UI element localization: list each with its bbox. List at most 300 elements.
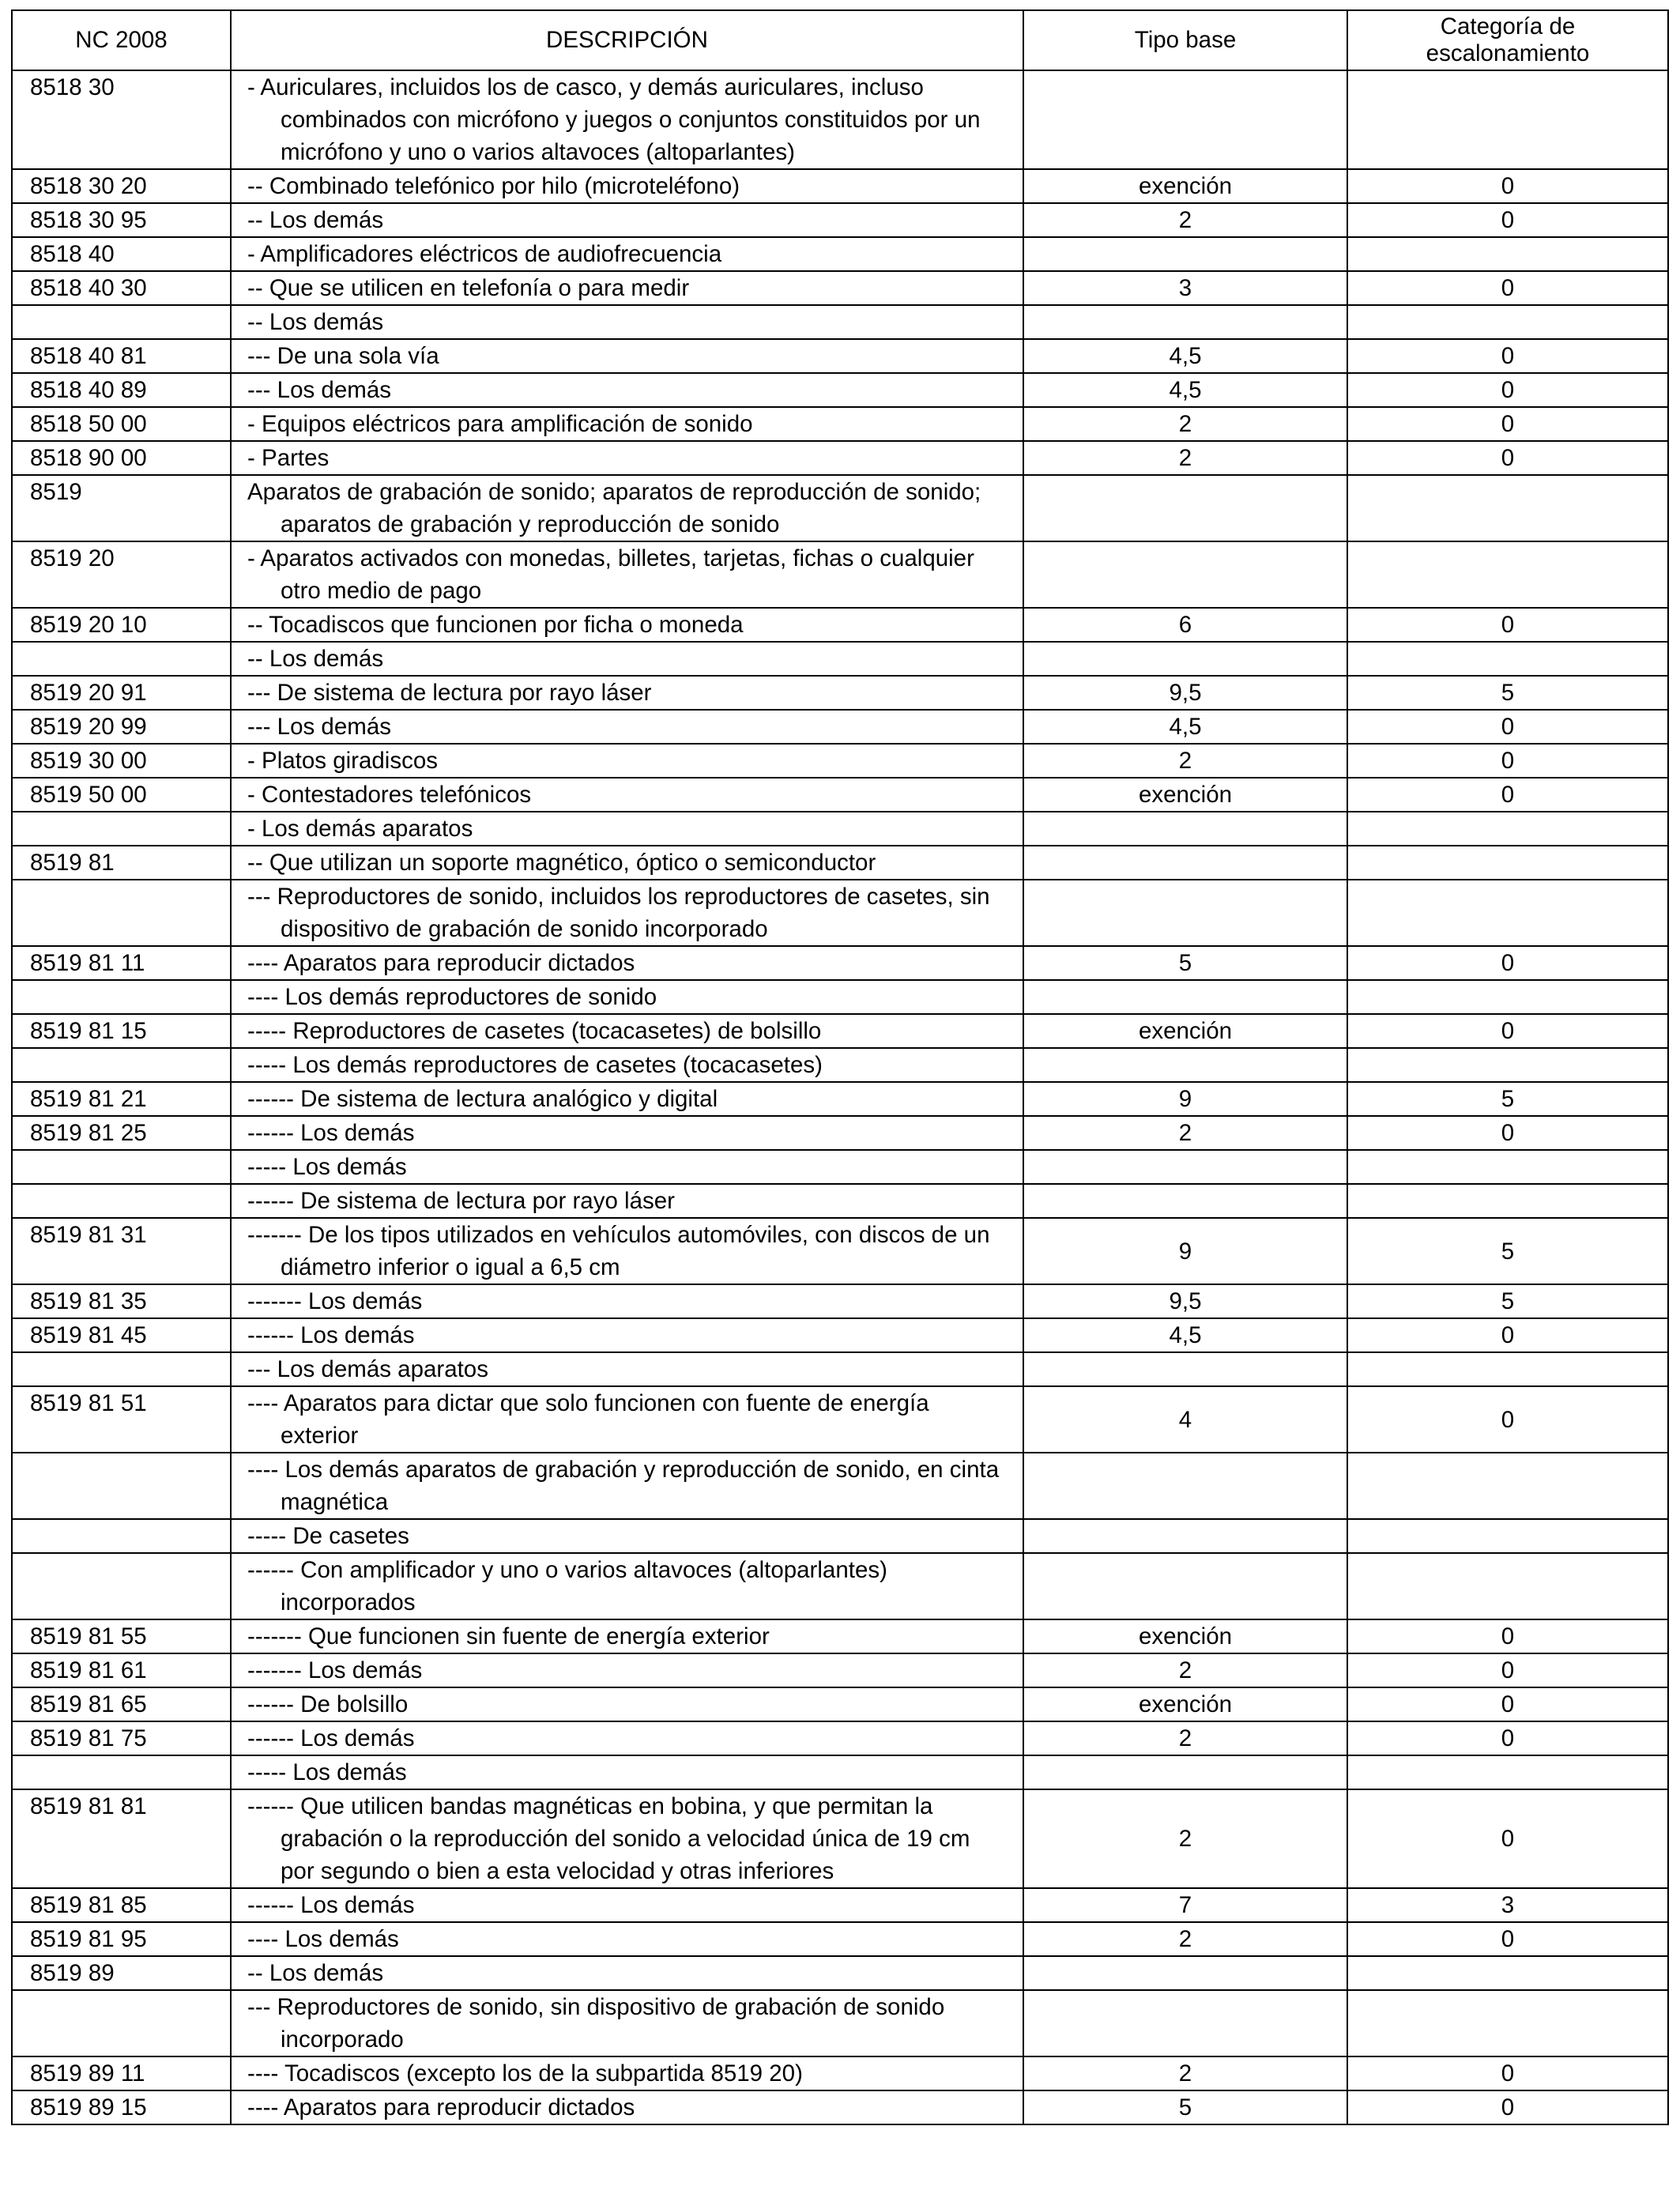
code-cell-text: 8519 20 10 bbox=[30, 612, 147, 638]
code-cell bbox=[12, 1721, 231, 1755]
code-cell-text: 8519 81 25 bbox=[30, 1120, 147, 1146]
base-rate-cell-text: 9,5 bbox=[1169, 1288, 1202, 1314]
description-cell-text: ---- Tocadiscos (excepto los de la subpartida 8519 20) bbox=[247, 2060, 803, 2087]
code-cell bbox=[12, 812, 231, 846]
category-cell bbox=[1347, 1553, 1668, 1619]
code-cell bbox=[12, 373, 231, 407]
table-row bbox=[12, 1453, 1668, 1519]
table-row bbox=[12, 1687, 1668, 1721]
category-cell-text: 5 bbox=[1501, 1288, 1515, 1314]
base-rate-cell-text: 2 bbox=[1178, 1725, 1192, 1751]
category-cell bbox=[1347, 271, 1668, 305]
category-cell bbox=[1347, 1755, 1668, 1789]
description-cell bbox=[231, 1453, 1023, 1519]
table-row bbox=[12, 946, 1668, 980]
table-row bbox=[12, 1150, 1668, 1184]
base-rate-cell bbox=[1023, 1789, 1347, 1888]
table-row bbox=[12, 1990, 1668, 2056]
code-cell bbox=[12, 710, 231, 744]
code-cell-text: 8519 81 85 bbox=[30, 1892, 147, 1918]
code-cell-text: 8518 30 20 bbox=[30, 173, 147, 199]
description-cell-text: ------ Los demás bbox=[247, 1725, 415, 1751]
code-cell bbox=[12, 2090, 231, 2124]
table-row bbox=[12, 1048, 1668, 1082]
description-cell bbox=[231, 441, 1023, 475]
base-rate-cell bbox=[1023, 70, 1347, 169]
base-rate-cell bbox=[1023, 642, 1347, 676]
table-row bbox=[12, 1318, 1668, 1352]
base-rate-cell-text: 4 bbox=[1178, 1406, 1192, 1433]
description-cell-text: ------- Los demás bbox=[247, 1288, 423, 1314]
code-cell bbox=[12, 2056, 231, 2090]
code-cell-text: 8518 90 00 bbox=[30, 445, 147, 471]
base-rate-cell bbox=[1023, 237, 1347, 271]
base-rate-cell bbox=[1023, 1014, 1347, 1048]
category-cell-text: 0 bbox=[1501, 2094, 1515, 2120]
base-rate-cell-text: 9 bbox=[1178, 1238, 1192, 1265]
code-cell bbox=[12, 1116, 231, 1150]
table-row bbox=[12, 1352, 1668, 1386]
description-cell bbox=[231, 2090, 1023, 2124]
code-cell-text: 8518 40 89 bbox=[30, 377, 147, 403]
base-rate-cell bbox=[1023, 1956, 1347, 1990]
description-cell bbox=[231, 1218, 1023, 1284]
table-row bbox=[12, 880, 1668, 946]
description-cell-text: ------- De los tipos utilizados en vehículos automóviles, con discos de un diámetro inferior o igual a 6,5 cm bbox=[247, 1222, 990, 1280]
description-cell bbox=[231, 744, 1023, 778]
description-cell bbox=[231, 1150, 1023, 1184]
category-cell bbox=[1347, 1956, 1668, 1990]
table-row bbox=[12, 778, 1668, 812]
base-rate-cell bbox=[1023, 169, 1347, 203]
code-cell-text: 8519 81 11 bbox=[30, 950, 145, 976]
code-cell-text: 8518 40 81 bbox=[30, 343, 147, 369]
description-cell-text: --- Reproductores de sonido, incluidos los reproductores de casetes, sin dispositivo de grabación de sonido incorporado bbox=[247, 884, 990, 942]
code-cell bbox=[12, 271, 231, 305]
category-cell-text: 5 bbox=[1501, 1238, 1515, 1265]
table-row bbox=[12, 203, 1668, 237]
code-cell-text: 8519 81 45 bbox=[30, 1322, 147, 1348]
code-cell-text: 8519 81 bbox=[30, 850, 115, 876]
base-rate-cell bbox=[1023, 946, 1347, 980]
table-body bbox=[12, 70, 1668, 2124]
description-cell-text: Aparatos de grabación de sonido; aparatos de reproducción de sonido; aparatos de grabación y reproducción de sonido bbox=[247, 479, 981, 537]
category-cell bbox=[1347, 1014, 1668, 1048]
base-rate-cell bbox=[1023, 1386, 1347, 1453]
category-cell bbox=[1347, 70, 1668, 169]
code-cell bbox=[12, 1653, 231, 1687]
code-cell bbox=[12, 1553, 231, 1619]
table-row bbox=[12, 541, 1668, 608]
category-cell-text: 0 bbox=[1501, 950, 1515, 976]
category-cell bbox=[1347, 1386, 1668, 1453]
code-cell bbox=[12, 1284, 231, 1318]
category-cell-text: 0 bbox=[1501, 173, 1515, 199]
description-cell-text: -- Los demás bbox=[247, 646, 384, 672]
category-cell-text: 0 bbox=[1501, 411, 1515, 437]
base-rate-cell-text: 4,5 bbox=[1169, 377, 1202, 403]
code-cell bbox=[12, 1789, 231, 1888]
header-code: NC 2008 bbox=[12, 10, 231, 70]
base-rate-cell-text: exención bbox=[1138, 1018, 1233, 1044]
code-cell-text: 8518 30 bbox=[30, 74, 115, 100]
base-rate-cell-text: exención bbox=[1138, 1623, 1233, 1649]
description-cell-text: ---- Aparatos para reproducir dictados bbox=[247, 950, 635, 976]
code-cell bbox=[12, 1014, 231, 1048]
description-cell-text: -- Los demás bbox=[247, 309, 384, 335]
base-rate-cell bbox=[1023, 1048, 1347, 1082]
table-row bbox=[12, 2056, 1668, 2090]
code-cell bbox=[12, 1990, 231, 2056]
base-rate-cell bbox=[1023, 1755, 1347, 1789]
code-cell-text: 8518 30 95 bbox=[30, 207, 147, 233]
category-cell bbox=[1347, 1184, 1668, 1218]
category-cell bbox=[1347, 1721, 1668, 1755]
code-cell bbox=[12, 169, 231, 203]
description-cell bbox=[231, 2056, 1023, 2090]
base-rate-cell-text: 9 bbox=[1178, 1086, 1192, 1112]
description-cell bbox=[231, 1721, 1023, 1755]
code-cell bbox=[12, 1519, 231, 1553]
table-row bbox=[12, 980, 1668, 1014]
table-row bbox=[12, 1082, 1668, 1116]
description-cell bbox=[231, 1956, 1023, 1990]
table-row bbox=[12, 475, 1668, 541]
description-cell-text: -- Tocadiscos que funcionen por ficha o moneda bbox=[247, 612, 744, 638]
code-cell bbox=[12, 608, 231, 642]
description-cell-text: - Los demás aparatos bbox=[247, 816, 473, 842]
base-rate-cell bbox=[1023, 441, 1347, 475]
base-rate-cell bbox=[1023, 880, 1347, 946]
category-cell bbox=[1347, 1150, 1668, 1184]
code-cell-text: 8519 81 15 bbox=[30, 1018, 147, 1044]
base-rate-cell bbox=[1023, 1619, 1347, 1653]
code-cell bbox=[12, 946, 231, 980]
description-cell bbox=[231, 373, 1023, 407]
category-cell-text: 0 bbox=[1501, 2060, 1515, 2087]
description-cell bbox=[231, 541, 1023, 608]
category-cell-text: 0 bbox=[1501, 782, 1515, 808]
description-cell-text: ------ Los demás bbox=[247, 1892, 415, 1918]
code-cell-text: 8519 50 00 bbox=[30, 782, 147, 808]
description-cell bbox=[231, 676, 1023, 710]
category-cell bbox=[1347, 1990, 1668, 2056]
category-cell-text: 5 bbox=[1501, 680, 1515, 706]
category-cell bbox=[1347, 1453, 1668, 1519]
table-row bbox=[12, 1184, 1668, 1218]
code-cell-text: 8518 50 00 bbox=[30, 411, 147, 437]
description-cell bbox=[231, 812, 1023, 846]
code-cell-text: 8519 30 00 bbox=[30, 748, 147, 774]
description-cell-text: - Contestadores telefónicos bbox=[247, 782, 532, 808]
description-cell-text: ------ De bolsillo bbox=[247, 1691, 409, 1717]
code-cell bbox=[12, 1048, 231, 1082]
base-rate-cell-text: 2 bbox=[1178, 748, 1192, 774]
base-rate-cell-text: 2 bbox=[1178, 207, 1192, 233]
description-cell bbox=[231, 1048, 1023, 1082]
table-row bbox=[12, 710, 1668, 744]
code-cell bbox=[12, 642, 231, 676]
category-cell bbox=[1347, 1352, 1668, 1386]
description-cell-text: --- De sistema de lectura por rayo láser bbox=[247, 680, 652, 706]
description-cell-text: ----- Los demás bbox=[247, 1154, 407, 1180]
code-cell-text: 8519 81 81 bbox=[30, 1793, 147, 1819]
category-cell bbox=[1347, 778, 1668, 812]
description-cell-text: -- Que utilizan un soporte magnético, óptico o semiconductor bbox=[247, 850, 876, 876]
table-row bbox=[12, 1721, 1668, 1755]
description-cell-text: ------ Que utilicen bandas magnéticas en bobina, y que permitan la grabación o la reproducción del sonido a velocidad única de 19 cm por segundo o bien a esta velocidad y otras inferiores bbox=[247, 1793, 970, 1884]
description-cell bbox=[231, 846, 1023, 880]
table-row bbox=[12, 1755, 1668, 1789]
table-row bbox=[12, 1888, 1668, 1922]
description-cell bbox=[231, 1653, 1023, 1687]
header-staging-category: Categoría de escalonamiento bbox=[1347, 10, 1668, 70]
category-cell bbox=[1347, 2056, 1668, 2090]
base-rate-cell bbox=[1023, 541, 1347, 608]
base-rate-cell bbox=[1023, 1721, 1347, 1755]
table-row bbox=[12, 1386, 1668, 1453]
category-cell-text: 0 bbox=[1501, 445, 1515, 471]
description-cell bbox=[231, 339, 1023, 373]
table-row bbox=[12, 2090, 1668, 2124]
base-rate-cell bbox=[1023, 271, 1347, 305]
base-rate-cell bbox=[1023, 2090, 1347, 2124]
description-cell-text: ----- Los demás bbox=[247, 1759, 407, 1785]
code-cell bbox=[12, 1218, 231, 1284]
description-cell bbox=[231, 1082, 1023, 1116]
description-cell bbox=[231, 1014, 1023, 1048]
base-rate-cell-text: 2 bbox=[1178, 1657, 1192, 1683]
table-row bbox=[12, 373, 1668, 407]
code-cell-text: 8519 81 35 bbox=[30, 1288, 147, 1314]
code-cell-text: 8519 81 51 bbox=[30, 1390, 147, 1416]
table-row bbox=[12, 1218, 1668, 1284]
category-cell bbox=[1347, 203, 1668, 237]
code-cell bbox=[12, 1619, 231, 1653]
category-cell-text: 5 bbox=[1501, 1086, 1515, 1112]
description-cell-text: - Amplificadores eléctricos de audiofrecuencia bbox=[247, 241, 722, 267]
description-cell bbox=[231, 1116, 1023, 1150]
description-cell-text: -- Los demás bbox=[247, 1960, 384, 1986]
description-cell-text: ----- Los demás reproductores de casetes (tocacasetes) bbox=[247, 1052, 823, 1078]
base-rate-cell bbox=[1023, 1519, 1347, 1553]
code-cell bbox=[12, 1453, 231, 1519]
base-rate-cell-text: exención bbox=[1138, 1691, 1233, 1717]
category-cell bbox=[1347, 475, 1668, 541]
description-cell bbox=[231, 169, 1023, 203]
table-row bbox=[12, 271, 1668, 305]
table-row bbox=[12, 441, 1668, 475]
description-cell-text: ------ Con amplificador y uno o varios altavoces (altoparlantes) incorporados bbox=[247, 1557, 887, 1615]
code-cell bbox=[12, 676, 231, 710]
category-cell bbox=[1347, 1048, 1668, 1082]
category-cell-text: 0 bbox=[1501, 377, 1515, 403]
description-cell bbox=[231, 1619, 1023, 1653]
category-cell-text: 0 bbox=[1501, 1623, 1515, 1649]
description-cell bbox=[231, 608, 1023, 642]
description-cell-text: --- Reproductores de sonido, sin dispositivo de grabación de sonido incorporado bbox=[247, 1994, 945, 2053]
category-cell-text: 0 bbox=[1501, 207, 1515, 233]
category-cell bbox=[1347, 339, 1668, 373]
base-rate-cell bbox=[1023, 407, 1347, 441]
description-cell-text: ------ Los demás bbox=[247, 1120, 415, 1146]
base-rate-cell-text: 3 bbox=[1178, 275, 1192, 301]
description-cell bbox=[231, 1519, 1023, 1553]
code-cell bbox=[12, 339, 231, 373]
base-rate-cell bbox=[1023, 608, 1347, 642]
category-cell-text: 0 bbox=[1501, 1725, 1515, 1751]
base-rate-cell bbox=[1023, 1922, 1347, 1956]
code-cell bbox=[12, 1386, 231, 1453]
category-cell-text: 3 bbox=[1501, 1892, 1515, 1918]
description-cell bbox=[231, 237, 1023, 271]
category-cell bbox=[1347, 1082, 1668, 1116]
base-rate-cell-text: 5 bbox=[1178, 2094, 1192, 2120]
table-row bbox=[12, 744, 1668, 778]
code-cell-text: 8519 20 bbox=[30, 545, 115, 571]
category-cell-text: 0 bbox=[1501, 275, 1515, 301]
description-cell-text: ---- Aparatos para reproducir dictados bbox=[247, 2094, 635, 2120]
category-cell bbox=[1347, 407, 1668, 441]
base-rate-cell-text: 2 bbox=[1178, 1120, 1192, 1146]
category-cell-text: 0 bbox=[1501, 1826, 1515, 1852]
table-row bbox=[12, 70, 1668, 169]
code-cell bbox=[12, 1922, 231, 1956]
description-cell-text: - Platos giradiscos bbox=[247, 748, 439, 774]
base-rate-cell-text: 5 bbox=[1178, 950, 1192, 976]
table-row bbox=[12, 1619, 1668, 1653]
description-cell-text: - Aparatos activados con monedas, billetes, tarjetas, fichas o cualquier otro medio de pago bbox=[247, 545, 974, 604]
base-rate-cell-text: 2 bbox=[1178, 2060, 1192, 2087]
base-rate-cell-text: 2 bbox=[1178, 1826, 1192, 1852]
code-cell-text: 8519 81 61 bbox=[30, 1657, 147, 1683]
table-header bbox=[12, 10, 1668, 70]
code-cell bbox=[12, 744, 231, 778]
description-cell-text: ---- Los demás bbox=[247, 1926, 399, 1952]
description-cell bbox=[231, 1687, 1023, 1721]
code-cell bbox=[12, 1352, 231, 1386]
description-cell bbox=[231, 70, 1023, 169]
description-cell bbox=[231, 778, 1023, 812]
description-cell bbox=[231, 1386, 1023, 1453]
category-cell bbox=[1347, 608, 1668, 642]
description-cell bbox=[231, 271, 1023, 305]
base-rate-cell-text: exención bbox=[1138, 782, 1233, 808]
category-cell bbox=[1347, 846, 1668, 880]
base-rate-cell bbox=[1023, 475, 1347, 541]
code-cell bbox=[12, 1888, 231, 1922]
code-cell bbox=[12, 1082, 231, 1116]
description-cell-text: ------ De sistema de lectura analógico y digital bbox=[247, 1086, 718, 1112]
category-cell bbox=[1347, 1653, 1668, 1687]
base-rate-cell bbox=[1023, 1553, 1347, 1619]
description-cell-text: -- Los demás bbox=[247, 207, 384, 233]
code-cell bbox=[12, 475, 231, 541]
description-cell-text: --- Los demás bbox=[247, 714, 391, 740]
header-row bbox=[12, 10, 1668, 70]
code-cell bbox=[12, 407, 231, 441]
table-row bbox=[12, 1519, 1668, 1553]
category-cell bbox=[1347, 1284, 1668, 1318]
category-cell bbox=[1347, 1888, 1668, 1922]
base-rate-cell-text: 4,5 bbox=[1169, 343, 1202, 369]
base-rate-cell-text: 6 bbox=[1178, 612, 1192, 638]
base-rate-cell bbox=[1023, 1352, 1347, 1386]
category-cell-text: 0 bbox=[1501, 1018, 1515, 1044]
base-rate-cell bbox=[1023, 676, 1347, 710]
table-row bbox=[12, 1284, 1668, 1318]
base-rate-cell bbox=[1023, 744, 1347, 778]
category-cell-text: 0 bbox=[1501, 1691, 1515, 1717]
code-cell bbox=[12, 1956, 231, 1990]
description-cell-text: ----- Reproductores de casetes (tocacasetes) de bolsillo bbox=[247, 1018, 822, 1044]
code-cell bbox=[12, 541, 231, 608]
category-cell bbox=[1347, 1619, 1668, 1653]
code-cell bbox=[12, 441, 231, 475]
code-cell bbox=[12, 203, 231, 237]
code-cell bbox=[12, 778, 231, 812]
category-cell bbox=[1347, 169, 1668, 203]
table-row bbox=[12, 676, 1668, 710]
description-cell bbox=[231, 1990, 1023, 2056]
code-cell-text: 8519 81 55 bbox=[30, 1623, 147, 1649]
category-cell-text: 0 bbox=[1501, 714, 1515, 740]
base-rate-cell bbox=[1023, 1218, 1347, 1284]
code-cell bbox=[12, 1687, 231, 1721]
table-row bbox=[12, 1116, 1668, 1150]
description-cell bbox=[231, 203, 1023, 237]
table-row bbox=[12, 305, 1668, 339]
description-cell-text: --- Los demás bbox=[247, 377, 391, 403]
base-rate-cell bbox=[1023, 1653, 1347, 1687]
description-cell bbox=[231, 880, 1023, 946]
code-cell-text: 8518 40 bbox=[30, 241, 115, 267]
table-row bbox=[12, 407, 1668, 441]
table-row bbox=[12, 1789, 1668, 1888]
code-cell bbox=[12, 1150, 231, 1184]
category-cell-text: 0 bbox=[1501, 1926, 1515, 1952]
description-cell-text: ------- Que funcionen sin fuente de energía exterior bbox=[247, 1623, 770, 1649]
code-cell-text: 8519 20 91 bbox=[30, 680, 147, 706]
base-rate-cell bbox=[1023, 710, 1347, 744]
code-cell-text: 8519 81 95 bbox=[30, 1926, 147, 1952]
base-rate-cell bbox=[1023, 778, 1347, 812]
category-cell bbox=[1347, 541, 1668, 608]
base-rate-cell bbox=[1023, 980, 1347, 1014]
description-cell-text: - Auriculares, incluidos los de casco, y demás auriculares, incluso combinados con micrófono y juegos o conjuntos constituidos por un micrófono y uno o varios altavoces (altoparlantes) bbox=[247, 74, 981, 165]
base-rate-cell bbox=[1023, 812, 1347, 846]
category-cell bbox=[1347, 305, 1668, 339]
category-cell bbox=[1347, 237, 1668, 271]
category-cell bbox=[1347, 373, 1668, 407]
base-rate-cell bbox=[1023, 203, 1347, 237]
base-rate-cell bbox=[1023, 1453, 1347, 1519]
description-cell-text: - Equipos eléctricos para amplificación de sonido bbox=[247, 411, 753, 437]
code-cell bbox=[12, 1184, 231, 1218]
description-cell-text: -- Combinado telefónico por hilo (microteléfono) bbox=[247, 173, 740, 199]
category-cell bbox=[1347, 1318, 1668, 1352]
code-cell bbox=[12, 880, 231, 946]
description-cell bbox=[231, 1352, 1023, 1386]
table-row bbox=[12, 812, 1668, 846]
category-cell bbox=[1347, 980, 1668, 1014]
description-cell-text: --- De una sola vía bbox=[247, 343, 439, 369]
base-rate-cell-text: 4,5 bbox=[1169, 714, 1202, 740]
category-cell-text: 0 bbox=[1501, 1406, 1515, 1433]
header-base-rate: Tipo base bbox=[1023, 10, 1347, 70]
base-rate-cell bbox=[1023, 1990, 1347, 2056]
table-row bbox=[12, 237, 1668, 271]
